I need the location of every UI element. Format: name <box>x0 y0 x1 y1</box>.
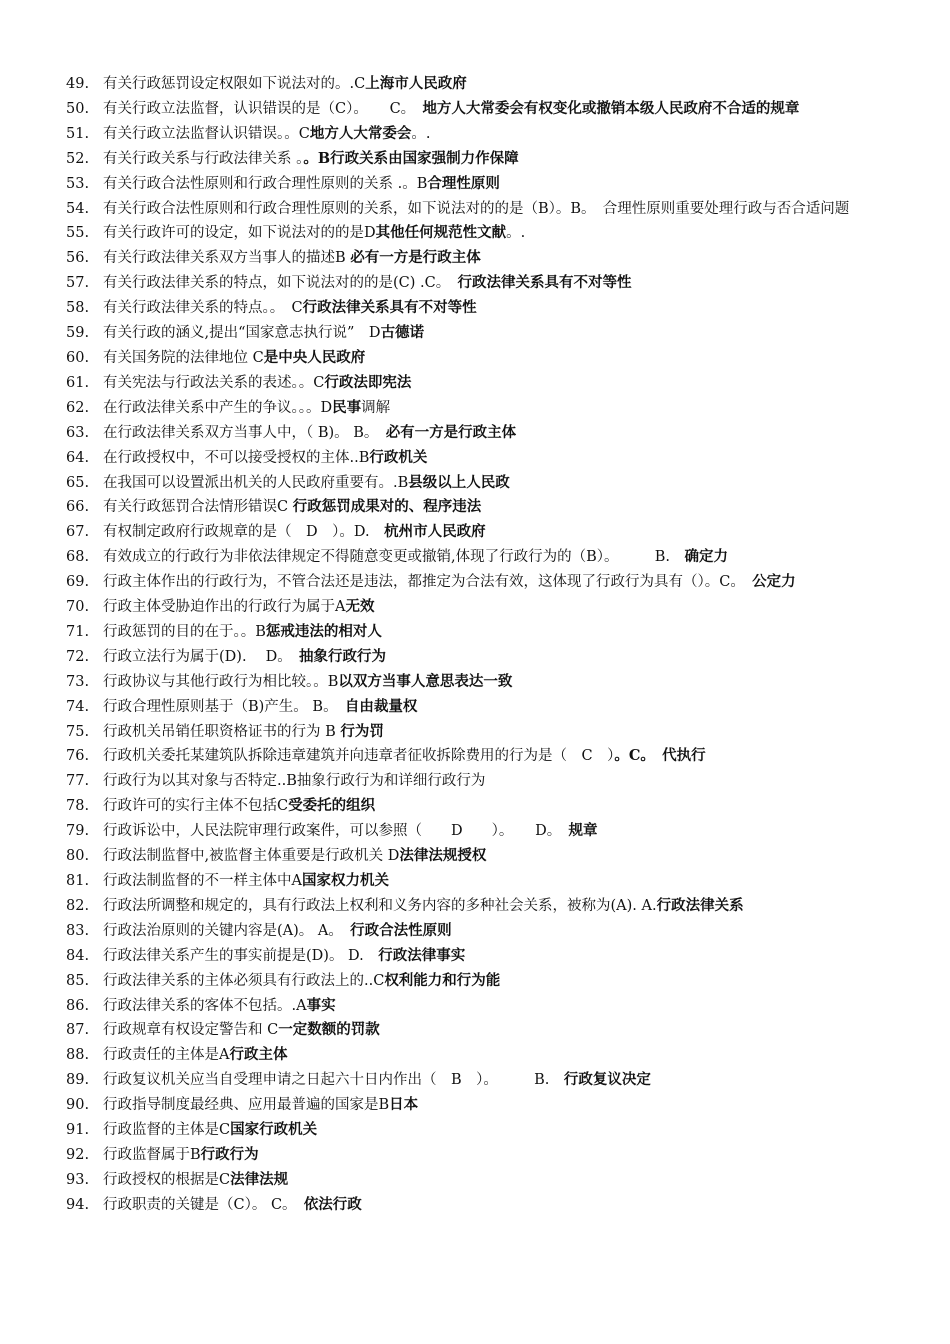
question-item <box>0 844 950 869</box>
question-number: 61. <box>66 374 90 391</box>
question-number: 53. <box>66 175 90 192</box>
answer-text: 行政惩罚成果对的、程序违法 <box>292 498 482 516</box>
question-number: 60. <box>66 349 90 366</box>
question-item <box>0 969 950 994</box>
question-number: 63. <box>66 424 90 441</box>
question-text: 在我国可以设置派出机关的人民政府重要有。.B <box>103 474 409 491</box>
question-text: 行政指导制度最经典、应用最普遍的国家是B <box>103 1097 390 1114</box>
question-number: 75. <box>66 723 90 740</box>
question-item <box>0 421 950 446</box>
question-number: 73. <box>66 673 90 690</box>
answer-text: 合理性原则 <box>427 174 500 192</box>
question-item <box>0 570 950 595</box>
question-item <box>0 894 950 919</box>
question-text: 有关国务院的法律地位 C <box>103 349 264 366</box>
question-item <box>0 919 950 944</box>
question-item <box>0 471 950 496</box>
question-item <box>0 944 950 969</box>
answer-text: 古德诺 <box>380 324 425 342</box>
question-number: 74. <box>66 698 90 715</box>
question-number: 71. <box>66 623 90 640</box>
question-number: 85. <box>66 972 90 989</box>
question-number: 88. <box>66 1047 90 1064</box>
question-item <box>0 72 950 97</box>
answer-text: 无效 <box>345 598 375 616</box>
question-number: 49. <box>66 76 90 92</box>
question-text: 有关行政惩罚设定权限如下说法对的。.C <box>103 76 366 92</box>
question-number: 91. <box>66 1122 90 1139</box>
answer-text: 规章 <box>568 822 598 840</box>
question-number: 94. <box>66 1196 90 1213</box>
question-text: 有关行政的涵义,提出“国家意志执行说” D <box>103 325 381 342</box>
question-number: 54. <box>66 200 90 217</box>
question-text: 行政行为以其对象与否特定..B抽象行政行为和详细行政行为 <box>103 773 486 790</box>
question-item <box>0 595 950 620</box>
question-number: 62. <box>66 399 90 416</box>
answer-text: 依法行政 <box>303 1195 362 1213</box>
answer-text: 必有一方是行政主体 <box>385 423 517 441</box>
question-item <box>0 819 950 844</box>
answer-text: 县级以上人民政 <box>408 473 510 491</box>
question-text: 行政法制监督的不一样主体中A <box>103 873 302 889</box>
trailing-text: 调解 <box>361 399 391 416</box>
question-number: 83. <box>66 922 90 939</box>
question-item <box>0 446 950 471</box>
answer-text: 地方人大常委会 <box>309 124 412 142</box>
question-text: 有关行政许可的设定，如下说法对的的是D <box>103 225 376 242</box>
question-number: 82. <box>66 897 90 914</box>
question-text: 有关宪法与行政法关系的表述。。C <box>103 374 325 391</box>
question-text: 行政监督的主体是C <box>103 1122 231 1139</box>
answer-text: 行政法即宪法 <box>324 373 412 391</box>
answer-text: 事实 <box>306 996 336 1014</box>
question-text: 行政规章有权设定警告和 C <box>103 1022 279 1039</box>
question-item <box>0 246 950 271</box>
question-item <box>0 1168 950 1193</box>
answer-text: 国家行政机关 <box>230 1121 318 1139</box>
question-number: 93. <box>66 1171 90 1188</box>
question-text: 行政合理性原则基于（B)产生。 B。 <box>103 698 345 715</box>
question-item <box>0 869 950 894</box>
answer-text: 国家权力机关 <box>301 872 389 889</box>
question-item <box>0 1093 950 1118</box>
question-item <box>0 994 950 1019</box>
answer-text: 是中央人民政府 <box>263 348 366 366</box>
question-number: 86. <box>66 997 90 1014</box>
question-number: 58. <box>66 300 90 317</box>
question-text: 行政法治原则的关键内容是(A)。 A。 <box>103 922 351 939</box>
answer-text: 上海市人民政府 <box>365 75 467 92</box>
question-text: 行政立法行为属于(D). D。 <box>103 648 300 665</box>
question-item <box>0 720 950 745</box>
question-number: 66. <box>66 499 90 516</box>
question-text: 行政法律关系的客体不包括。.A <box>103 997 307 1014</box>
question-number: 92. <box>66 1146 90 1163</box>
trailing-text: 。. <box>506 225 526 242</box>
question-number: 55. <box>66 225 90 242</box>
question-number: 64. <box>66 449 90 466</box>
question-number: 50. <box>66 100 90 117</box>
question-text: 有效成立的行政行为非依法律规定不得随意变更或撤销,体现了行政行为的（B）。 B. <box>103 549 685 566</box>
question-text: 行政法律关系产生的事实前提是(D)。 D. <box>103 947 379 964</box>
answer-text: 受委托的组织 <box>288 797 376 815</box>
answer-text: 必有一方是行政主体 <box>350 249 481 267</box>
question-item <box>0 620 950 645</box>
question-item <box>0 794 950 819</box>
question-text: 在行政法律关系中产生的争议。。。D <box>103 399 333 416</box>
question-item <box>0 1068 950 1093</box>
answer-text: 行政复议决定 <box>563 1071 651 1089</box>
question-number: 81. <box>66 873 90 889</box>
answer-text: 法律法规授权 <box>399 847 487 865</box>
question-item <box>0 545 950 570</box>
question-number: 67. <box>66 524 90 541</box>
question-text: 行政复议机关应当自受理申请之日起六十日内作出（ B ）。 B. <box>103 1072 564 1089</box>
answer-text: 地方人大常委会有权变化或撤销本级人民政府不合适的规章 <box>422 99 800 117</box>
question-number: 87. <box>66 1022 90 1039</box>
answer-text: 行为罚 <box>340 722 384 740</box>
question-item <box>0 1193 950 1218</box>
answer-text: 确定力 <box>684 548 729 566</box>
question-item <box>0 371 950 396</box>
question-number: 84. <box>66 947 90 964</box>
question-text: 有关行政立法监督认识错误。。C <box>103 125 310 142</box>
question-text: 行政法律关系的主体必须具有行政法上的..C <box>103 972 385 989</box>
answer-text: 行政主体 <box>229 1046 288 1064</box>
trailing-text: 。. <box>411 125 431 142</box>
question-item <box>0 769 950 794</box>
answer-text: 法律法规 <box>230 1170 289 1188</box>
question-text: 有关行政法律关系的特点。。 C <box>103 300 303 317</box>
answer-text: 行政法律关系具有不对等性 <box>302 299 477 317</box>
question-text: 行政主体作出的行政行为，不管合法还是违法，都推定为合法有效，这体现了行政行为具有（）。C。 <box>103 574 753 591</box>
question-text: 行政监督属于B <box>103 1146 201 1163</box>
answer-text: 一定数额的罚款 <box>278 1021 380 1039</box>
question-number: 77. <box>66 773 90 790</box>
answer-text: 公定力 <box>752 573 796 591</box>
question-item <box>0 321 950 346</box>
question-number: 59. <box>66 325 90 342</box>
question-item <box>0 1043 950 1068</box>
question-number: 79. <box>66 823 90 840</box>
answer-text: 民事 <box>332 398 362 416</box>
answer-text: 。C。 代执行 <box>614 747 706 765</box>
question-number: 90. <box>66 1097 90 1114</box>
answer-text: 以双方当事人意思表达一致 <box>338 672 513 690</box>
answer-text: 自由裁量权 <box>344 697 418 715</box>
answer-text: 权利能力和行为能 <box>384 971 501 989</box>
question-item <box>0 495 950 520</box>
question-item <box>0 645 950 670</box>
question-number: 89. <box>66 1072 90 1089</box>
question-item <box>0 744 950 769</box>
question-text: 行政职责的关键是（C）。 C。 <box>103 1196 304 1213</box>
question-number: 68. <box>66 549 90 566</box>
question-text: 有关行政关系与行政法律关系 。 <box>103 150 304 167</box>
question-item <box>0 396 950 421</box>
question-text: 行政法所调整和规定的，具有行政法上权利和义务内容的多种社会关系，被称为(A). A. <box>103 897 657 914</box>
question-text: 行政机关委托某建筑队拆除违章建筑并向违章者征收拆除费用的行为是（ C ） <box>103 748 615 765</box>
question-text: 有关行政惩罚合法情形错误C <box>103 499 293 516</box>
question-item <box>0 197 950 222</box>
question-number: 52. <box>66 150 90 167</box>
question-text: 行政授权的根据是C <box>103 1171 231 1188</box>
question-text: 有关行政立法监督，认识错误的是（C）。 C。 <box>103 100 423 117</box>
question-number: 56. <box>66 250 90 267</box>
question-list <box>0 72 950 1218</box>
answer-text: 行政法律关系 <box>656 896 744 914</box>
answer-text: 日本 <box>389 1096 419 1114</box>
question-number: 76. <box>66 748 90 765</box>
answer-text: 抽象行政行为 <box>299 647 387 665</box>
answer-text: 。B行政关系由国家强制力作保障 <box>303 149 519 167</box>
question-text: 行政协议与其他行政行为相比较。。B <box>103 673 339 690</box>
question-item <box>0 1143 950 1168</box>
question-number: 78. <box>66 798 90 815</box>
question-text: 在行政授权中，不可以接受授权的主体..B <box>103 449 370 466</box>
question-text: 在行政法律关系双方当事人中，（ B)。 B。 <box>103 424 386 441</box>
question-item <box>0 122 950 147</box>
question-text: 行政机关吊销任职资格证书的行为 B <box>103 723 341 740</box>
answer-text: 行政法律事实 <box>378 946 466 964</box>
question-number: 51. <box>66 125 90 142</box>
question-text: 有关行政合法性原则和行政合理性原则的关系，如下说法对的的是（B）。B。 合理性原则重要处理行政与否合适问题 <box>103 200 850 217</box>
question-text: 有关行政法律关系的特点，如下说法对的的是(C) .C。 <box>103 275 458 292</box>
question-text: 行政惩罚的目的在于。。B <box>103 623 266 640</box>
question-text: 行政法制监督中,被监督主体重要是行政机关 D <box>103 848 400 865</box>
question-item <box>0 695 950 720</box>
question-item <box>0 1118 950 1143</box>
question-text: 行政责任的主体是A <box>103 1047 230 1064</box>
question-item <box>0 172 950 197</box>
question-item <box>0 346 950 371</box>
question-item <box>0 221 950 246</box>
question-number: 70. <box>66 599 90 616</box>
question-item <box>0 296 950 321</box>
question-item <box>0 520 950 545</box>
answer-text: 行政行为 <box>200 1145 259 1163</box>
question-text: 行政许可的实行主体不包括C <box>103 798 289 815</box>
answer-text: 其他任何规范性文献 <box>375 224 507 242</box>
question-item <box>0 1018 950 1043</box>
answer-text: 行政合法性原则 <box>350 921 452 939</box>
question-number: 57. <box>66 275 90 292</box>
question-number: 65. <box>66 474 90 491</box>
question-number: 80. <box>66 848 90 865</box>
answer-text: 惩戒违法的相对人 <box>265 622 382 640</box>
question-item <box>0 670 950 695</box>
answer-text: 行政机关 <box>369 448 428 466</box>
question-text: 有关行政法律关系双方当事人的描述B <box>103 250 351 267</box>
answer-text: 杭州市人民政府 <box>384 523 486 541</box>
question-item <box>0 147 950 172</box>
question-item <box>0 271 950 296</box>
question-text: 行政诉讼中，人民法院审理行政案件，可以参照（ D ）。 D。 <box>103 823 569 840</box>
question-text: 有权制定政府行政规章的是（ D ）。D. <box>103 524 385 541</box>
answer-text: 行政法律关系具有不对等性 <box>457 274 632 292</box>
question-item <box>0 97 950 122</box>
question-text: 行政主体受胁迫作出的行政行为属于A <box>103 599 346 616</box>
question-number: 72. <box>66 648 90 665</box>
question-number: 69. <box>66 574 90 591</box>
question-text: 有关行政合法性原则和行政合理性原则的关系 .。B <box>103 175 428 192</box>
